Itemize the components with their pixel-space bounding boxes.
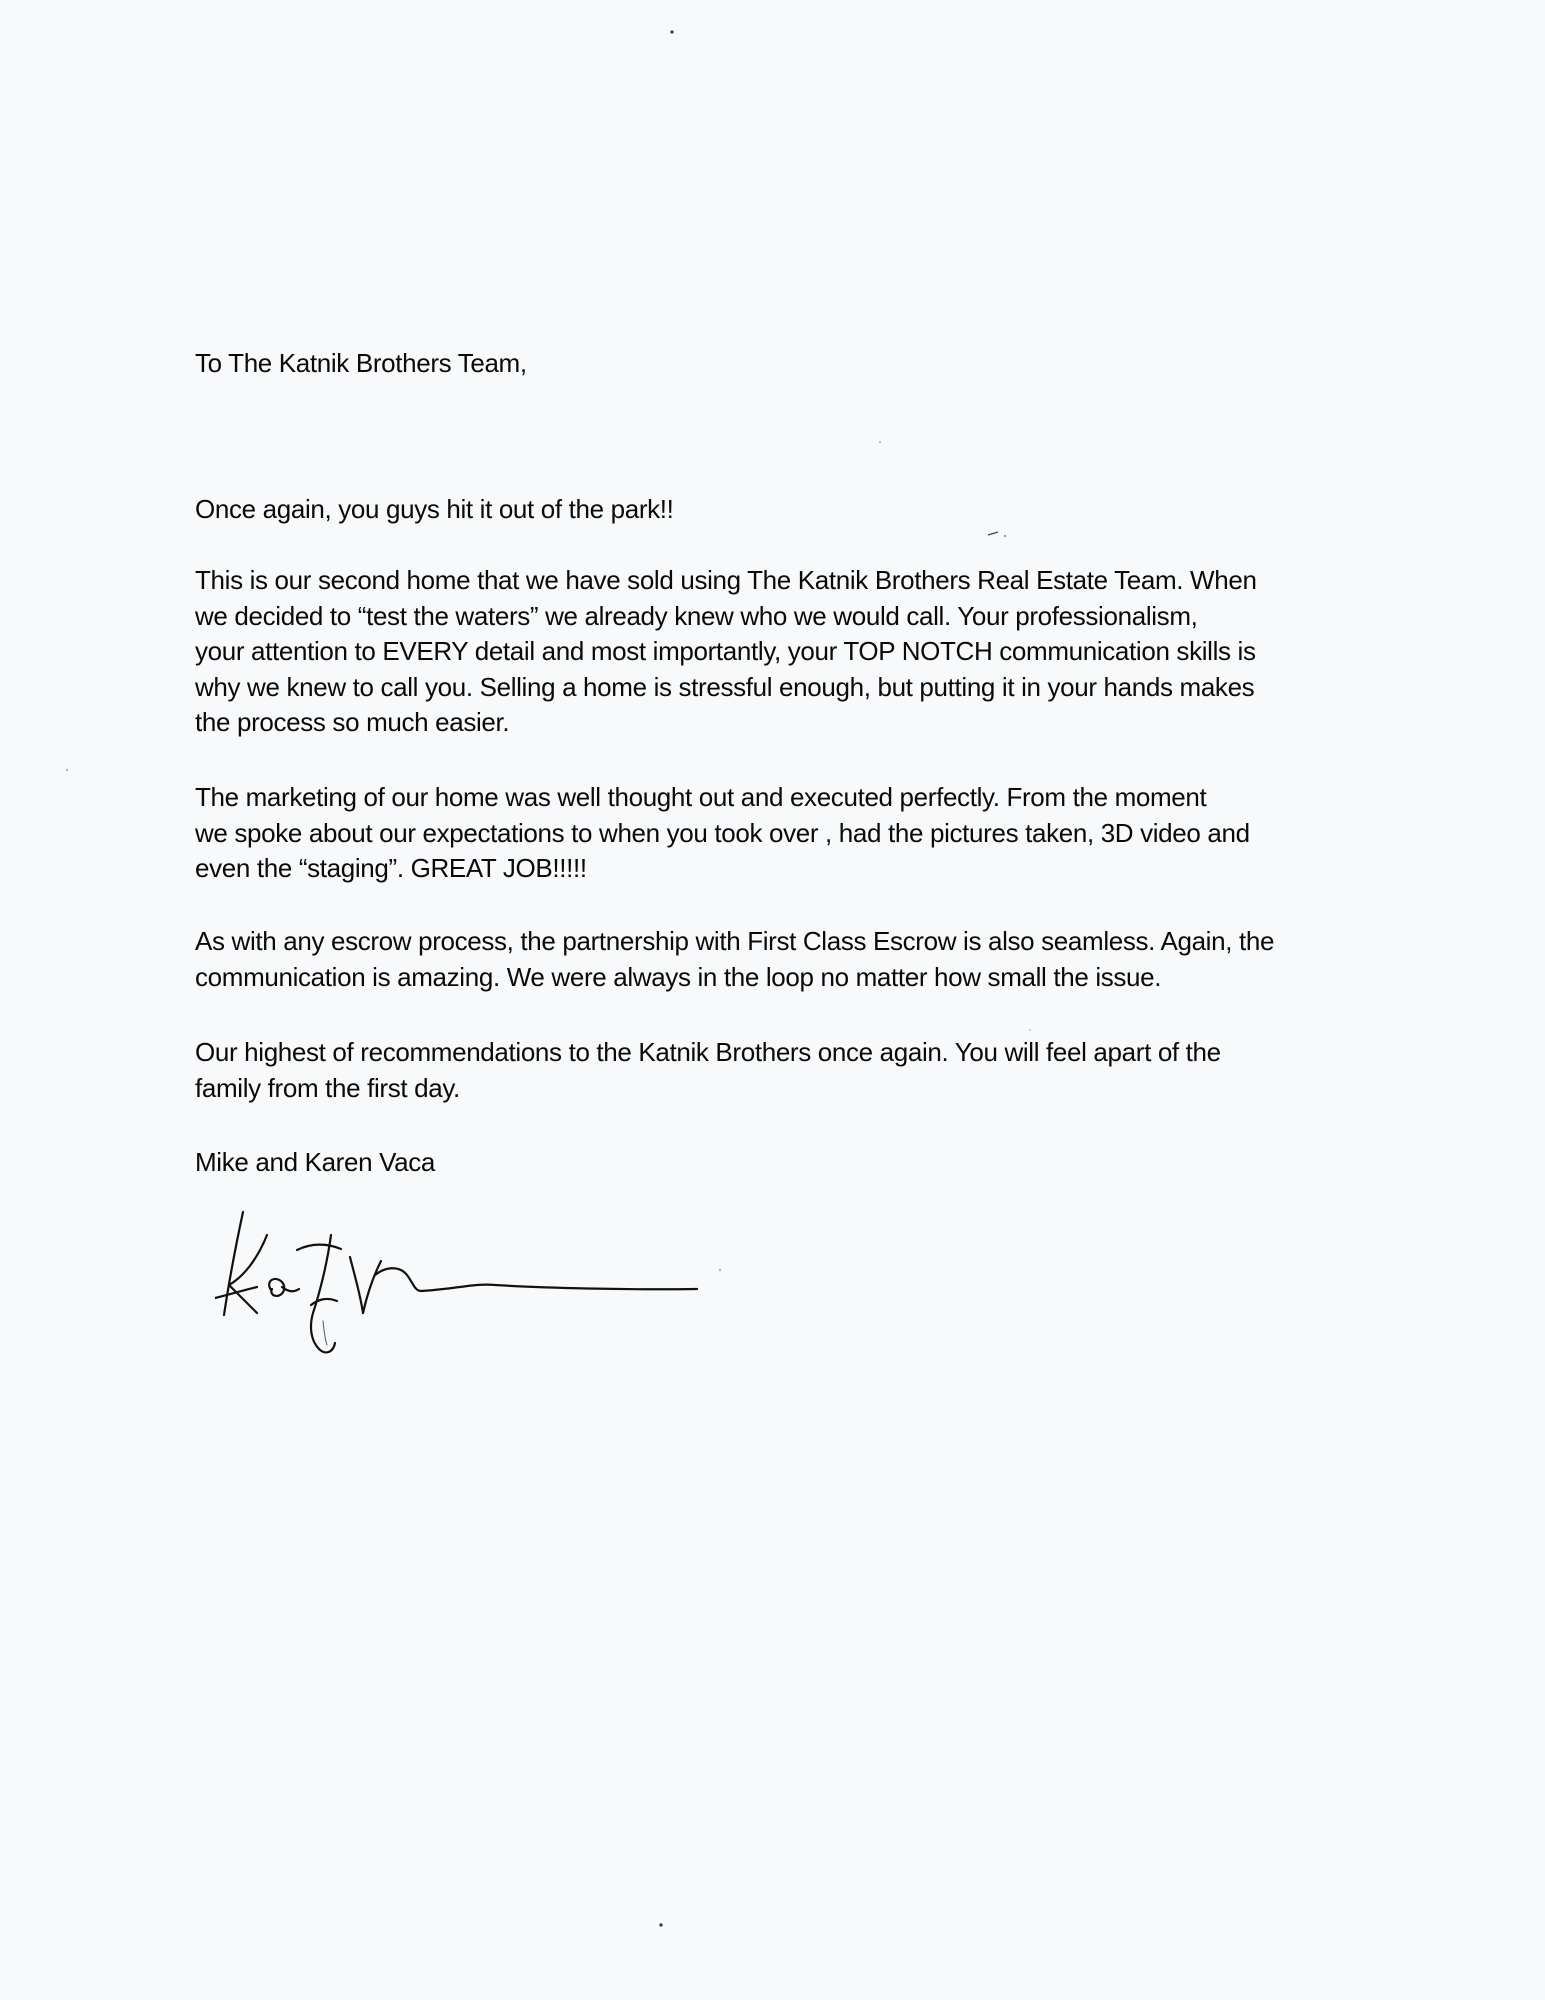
salutation xyxy=(195,346,1355,382)
opening-line: Once again, you guys hit it out of the park!! xyxy=(195,494,674,524)
paragraph-recommendation xyxy=(195,1035,1355,1106)
paragraph-line: Our highest of recommendations to the Katnik Brothers once again. You will feel apart of the xyxy=(195,1037,1221,1067)
paragraph-line: communication is amazing. We were always in the loop no matter how small the issue. xyxy=(195,961,1162,992)
signoff-names: Mike and Karen Vaca xyxy=(195,1147,436,1177)
paragraph-marketing xyxy=(195,780,1355,887)
paragraph-line: This is our second home that we have sold using The Katnik Brothers Real Estate Team. When xyxy=(195,565,1257,595)
paragraph-line: As with any escrow process, the partnership with First Class Escrow is also seamless. Again, the xyxy=(195,926,1275,956)
signoff xyxy=(195,1145,1355,1181)
paragraph-line: the process so much easier. xyxy=(195,707,510,737)
paragraph-line: we spoke about our expectations to when you took over , had the pictures taken, 3D video and xyxy=(195,817,1250,848)
paragraph-line: your attention to EVERY detail and most importantly, your TOP NOTCH communication skills is xyxy=(195,636,1256,666)
paragraph-second-home xyxy=(195,563,1355,741)
handwritten-signature xyxy=(215,1205,715,1365)
paragraph-line: we decided to “test the waters” we already knew who we would call. Your professionalism, xyxy=(195,600,1198,631)
paragraph-line: why we knew to call you. Selling a home is stressful enough, but putting it in your hands makes xyxy=(195,671,1255,702)
paragraph-line: The marketing of our home was well thought out and executed perfectly. From the moment xyxy=(195,782,1207,812)
salutation-line: To The Katnik Brothers Team, xyxy=(195,348,527,378)
opening-paragraph xyxy=(195,492,1355,528)
paragraph-line: family from the first day. xyxy=(195,1072,460,1103)
paragraph-line: even the “staging”. GREAT JOB!!!!! xyxy=(195,853,587,883)
paragraph-escrow xyxy=(195,924,1355,995)
